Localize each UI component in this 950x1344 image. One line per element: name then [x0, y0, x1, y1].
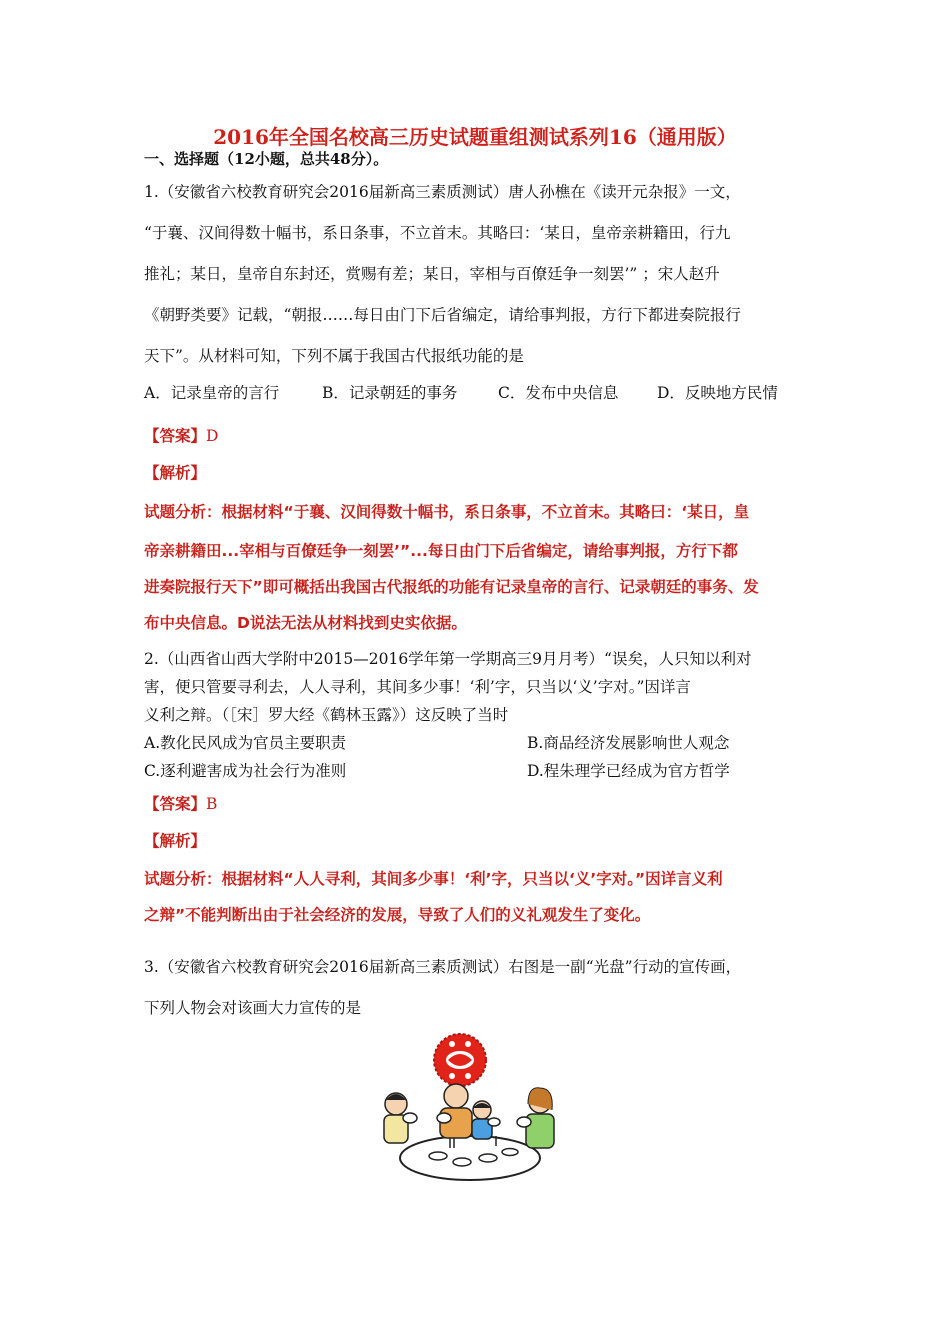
q1-line: 《朝野类要》记载，“朝报……每日由门下后省编定，请给事判报，方行下都进奏院报行	[144, 306, 741, 324]
q1-analysis-label: 【解析】	[144, 463, 207, 482]
paper-cut-medallion	[434, 1034, 486, 1086]
q1-line: 1.（安徽省六校教育研究会2016届新高三素质测试）唐人孙樵在《读开元杂报》一文，	[144, 183, 741, 201]
q1-analysis-line: 帝亲耕籍田...宰相与百僚廷争一刻罢’”...每日由门下后省编定，请给事判报，方行下都	[144, 542, 738, 560]
q1-analysis-line: 试题分析：根据材料“于襄、汉间得数十幅书，系日条事，不立首末。其略曰：‘某日，皇	[144, 503, 750, 521]
q2-answer	[144, 792, 217, 814]
q1-analysis-line: 布中央信息。D说法无法从材料找到史实依据。	[144, 614, 467, 632]
answer-label: 【答案】	[144, 794, 207, 813]
answer-label: 【答案】	[144, 426, 207, 445]
q1-analysis-line: 进奏院报行天下”即可概括出我国古代报纸的功能有记录皇帝的言行、记录朝廷的事务、发	[144, 578, 759, 596]
q1-option-a: A．记录皇帝的言行	[144, 384, 280, 402]
q2-line: 害，便只管要寻利去，人人寻利，其间多少事！‘利’字，只当以‘义’字对。”因详言	[144, 678, 691, 696]
q2-analysis-line: 试题分析：根据材料“人人寻利，其间多少事！‘利’字，只当以‘义’字对。”因详言义利	[144, 870, 723, 888]
q2-line: 义利之辩。（［宋］罗大经《鹤林玉露》）这反映了当时	[144, 706, 509, 724]
answer-value: D	[206, 427, 219, 445]
section-heading: 一、选择题（12小题，总共48分）。	[144, 150, 389, 168]
q1-answer	[144, 424, 218, 446]
q1-line: 推礼；某日，皇帝自东封还，赏赐有差；某日，宰相与百僚廷争一刻罢’” ；宋人赵升	[144, 265, 720, 283]
q2-option-a: A.教化民风成为官员主要职责	[144, 734, 347, 752]
q2-option-c: C.逐利避害成为社会行为准则	[144, 762, 347, 780]
family-dinner-illustration	[378, 1030, 564, 1182]
q2-option-b: B.商品经济发展影响世人观念	[527, 734, 730, 752]
q2-analysis-line: 之辩”不能判断出由于社会经济的发展，导致了人们的义礼观发生了变化。	[144, 906, 651, 924]
table	[400, 1136, 540, 1180]
mother-figure	[517, 1088, 554, 1148]
q1-line: “于襄、汉间得数十幅书，系日条事，不立首末。其略曰：‘某日，皇帝亲耕籍田，行九	[144, 224, 731, 242]
q1-line: 天下”。从材料可知，下列不属于我国古代报纸功能的是	[144, 347, 524, 365]
q1-option-c: C．发布中央信息	[498, 384, 619, 402]
q1-option-d: D．反映地方民情	[657, 384, 778, 402]
answer-value: B	[206, 795, 218, 813]
q1-option-b: B．记录朝廷的事务	[322, 384, 458, 402]
q2-option-d: D.程朱理学已经成为官方哲学	[527, 762, 730, 780]
q2-line: 2.（山西省山西大学附中2015—2016学年第一学期高三9月月考）“误矣，人只知以利对	[144, 650, 752, 668]
q3-line: 下列人物会对该画大力宣传的是	[144, 999, 362, 1017]
page-title: 2016年全国名校高三历史试题重组测试系列16（通用版）	[213, 125, 737, 149]
child-figure	[472, 1101, 500, 1139]
q2-analysis-label: 【解析】	[144, 831, 207, 850]
grandfather-figure	[437, 1084, 472, 1138]
q3-line: 3.（安徽省六校教育研究会2016届新高三素质测试）右图是一副“光盘”行动的宣传画，	[144, 958, 742, 976]
father-figure	[384, 1093, 417, 1143]
